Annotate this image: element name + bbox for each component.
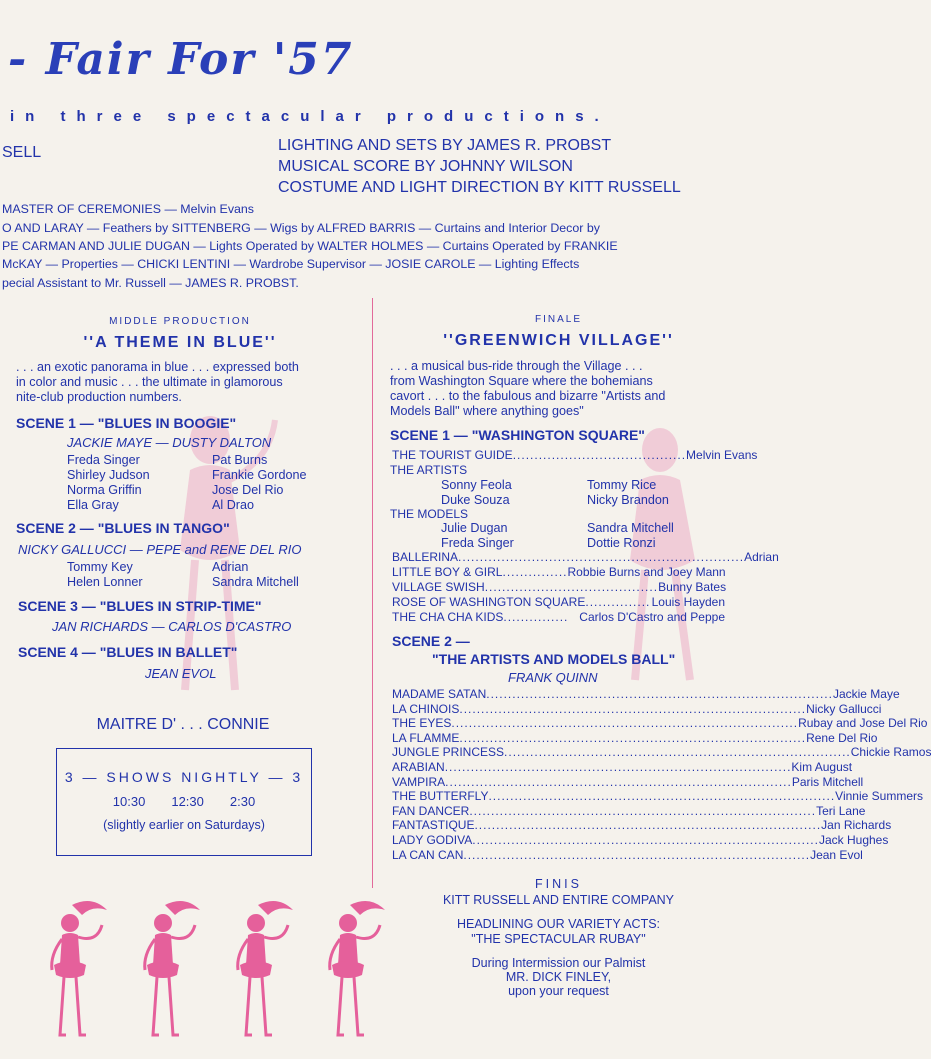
page-title: - Fair For '57 [8,34,354,85]
role-row: VAMPIRA ................................................................................ Paris Mitchell [392,774,864,789]
credit-line: PE CARMAN AND JULIE DUGAN — Lights Operated by WALTER HOLMES — Curtains Operated by FRANKIE [2,239,618,253]
role-row: LA CAN CAN ................................................................................ Jean Evol [392,847,863,862]
finale-title: ''GREENWICH VILLAGE'' [443,332,674,349]
headlining: HEADLINING OUR VARIETY ACTS: [456,917,661,931]
role-row: THE CHA CHA KIDS ............... Carlos D'Castro and Peppe [392,610,725,624]
role-row: THE TOURIST GUIDE ........................................ Melvin Evans [392,448,758,462]
middle-production-title: ''A THEME IN BLUE'' [83,334,277,351]
scene-1-leads: JACKIE MAYE — DUSTY DALTON [67,435,272,450]
models-col2: Sandra Mitchell Dottie Ronzi [587,521,674,550]
role-row: THE BUTTERFLY ................................................................................ Vinnie Summers [392,789,923,804]
role-row: ROSE OF WASHINGTON SQUARE ............... Louis Hayden [392,595,725,609]
finale-scene-1-title: SCENE 1 — "WASHINGTON SQUARE" [390,427,645,443]
scene-3-leads: JAN RICHARDS — CARLOS D'CASTRO [52,619,292,634]
shows-box [56,748,312,856]
dancer-illustration [208,895,298,1045]
artists-col2: Tommy Rice Nicky Brandon [587,478,669,507]
role-row: LADY GODIVA ................................................................................ Jack Hughes [392,833,889,847]
column-divider [372,298,373,888]
role-row: FANTASTIQUE ................................................................................ Jan Richards [392,818,892,833]
middle-production-label: MIDDLE PRODUCTION [109,316,251,327]
finale-scene-2-title-line2: "THE ARTISTS AND MODELS BALL" [432,651,676,667]
scene-1-cast-col1: Freda Singer Shirley Judson Norma Griffin Ella Gray [67,453,150,512]
role-row: MADAME SATAN ................................................................................ Jackie Maye [392,687,900,701]
artists-label: THE ARTISTS [390,463,468,477]
dancer-illustration [115,895,205,1045]
finale-scene-2-lead: FRANK QUINN [508,670,598,685]
show-times: 10:30 12:30 2:30 [112,794,256,809]
models-col1: Julie Dugan Freda Singer [441,521,514,550]
dancer-illustration [300,895,390,1045]
role-row: JUNGLE PRINCESS ................................................................................ Chickie Ramos [392,745,931,760]
shows-title: 3 — SHOWS NIGHTLY — 3 [64,769,304,785]
role-row: FAN DANCER ................................................................................ Teri Lane [392,803,866,818]
shows-note: (slightly earlier on Saturdays) [103,818,265,832]
scene-2-cast-col2: Adrian Sandra Mitchell [212,560,299,589]
scene-2-leads: NICKY GALLUCCI — PEPE and RENE DEL RIO [18,542,302,557]
role-row: LITTLE BOY & GIRL ............... Robbie Burns and Joey Mann [392,565,726,579]
maitre-d: MAITRE D' . . . CONNIE [96,716,270,733]
intermission: During Intermission our Palmist [471,956,646,970]
finale-label: FINALE [534,314,582,325]
credit-lighting: LIGHTING AND SETS BY JAMES R. PROBST [278,137,612,154]
dancer-illustration [22,895,112,1045]
scene-1-cast-col2: Pat Burns Frankie Gordone Jose Del Rio Al Drao [212,453,307,512]
palmist: MR. DICK FINLEY, [505,970,612,984]
request: upon your request [508,984,609,998]
scene-4-leads: JEAN EVOL [145,666,217,681]
credit-fragment: SELL [2,144,42,161]
credit-costume: COSTUME AND LIGHT DIRECTION BY KITT RUSSELL [278,179,681,196]
role-row: BALLERINA .................................................................. Adrian [392,550,779,564]
credit-music: MUSICAL SCORE BY JOHNNY WILSON [278,158,573,175]
rubay: "THE SPECTACULAR RUBAY" [471,932,646,946]
scene-1-title: SCENE 1 — "BLUES IN BOOGIE" [16,415,237,431]
company: KITT RUSSELL AND ENTIRE COMPANY [442,893,675,907]
scene-3-title: SCENE 3 — "BLUES IN STRIP-TIME" [18,598,262,614]
role-row: THE EYES ................................................................................ Rubay and Jose Del Rio [392,716,928,731]
scene-2-title: SCENE 2 — "BLUES IN TANGO" [16,520,230,536]
finale-description: . . . a musical bus-ride through the Village . . . from Washington Square where the bohemians cavort . . . to the fabulous and bizarre "Artists and Models Ball" where anything goes" [390,359,666,418]
credit-line: MASTER OF CEREMONIES — Melvin Evans [2,202,254,216]
credit-line: O AND LARAY — Feathers by SITTENBERG — Wigs by ALFRED BARRIS — Curtains and Interior Decor by [2,221,600,235]
role-row: VILLAGE SWISH ........................................ Bunny Bates [392,580,727,594]
models-label: THE MODELS [390,507,469,521]
role-row: ARABIAN ................................................................................ Kim August [392,760,853,774]
scene-2-cast-col1: Tommy Key Helen Lonner [67,560,143,589]
finale-scene-2-title-line1: SCENE 2 — [392,633,470,649]
credit-line: McKAY — Properties — CHICKI LENTINI — Wardrobe Supervisor — JOSIE CAROLE — Lighting Effects [2,257,580,271]
credit-line: pecial Assistant to Mr. Russell — JAMES R. PROBST. [2,276,299,290]
artists-col1: Sonny Feola Duke Souza [441,478,512,507]
tagline: in three spectacular productions. [10,108,610,125]
finis: FINIS [535,877,582,891]
middle-description: . . . an exotic panorama in blue . . . expressed both in color and music . . . the ultimate in glamorous nite-club production numbers. [16,360,299,404]
role-row: LA FLAMME ................................................................................ Rene Del Rio [392,730,878,745]
role-row: LA CHINOIS ................................................................................ Nicky Gallucci [392,701,882,716]
scene-4-title: SCENE 4 — "BLUES IN BALLET" [18,644,238,660]
